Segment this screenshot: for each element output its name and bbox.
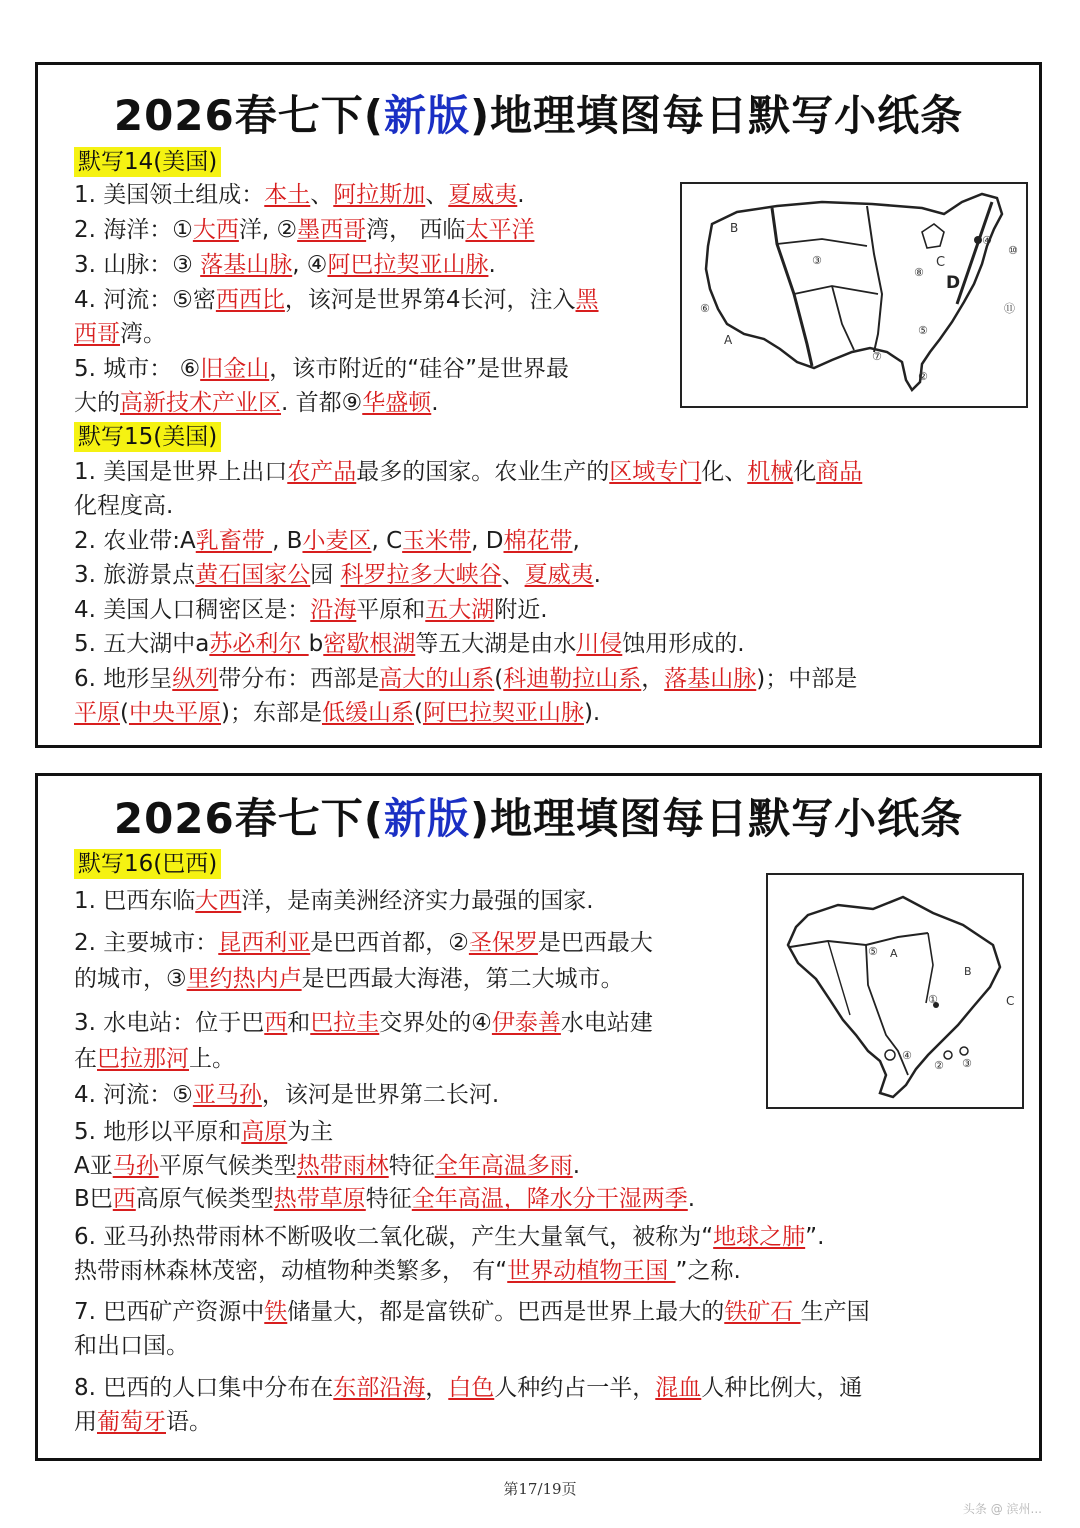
plain-text: b [308,631,324,657]
answer-text: 苏必利尔 [209,631,309,657]
answer-text: 玉米带 [402,528,472,554]
plain-text: . [572,1153,581,1179]
answer-text: 阿巴拉契亚山脉 [327,252,489,278]
plain-text: 4. 河流：⑤密 [74,287,216,313]
answer-text: 低缓山系 [321,700,414,726]
plain-text: 带分布：西部是 [218,666,380,692]
card-dictation-brazil [35,773,1042,1461]
text-line [74,319,166,349]
page-number: 第17/19页 [503,1480,577,1498]
text-line [74,526,580,556]
answer-text: 黑 [575,287,599,313]
plain-text: 用 [74,1409,97,1435]
plain-text: 特征 [388,1153,435,1179]
answer-text: 圣保罗 [468,930,538,956]
plain-text: 4. 美国人口稠密区是： [74,597,311,623]
plain-text: ”之称. [675,1258,741,1284]
answer-text: 高原 [241,1119,288,1145]
plain-text: ，该河是世界第二长河. [261,1082,500,1108]
plain-text: 化 [793,459,817,485]
plain-text: ( [494,666,504,692]
plain-text: 4. 河流：⑤ [74,1082,193,1108]
text-line [74,698,600,728]
plain-text: . [517,182,525,208]
plain-text: 是巴西最大海港，第二大城市。 [301,966,624,992]
plain-text: 7. 巴西矿产资源中 [74,1299,265,1325]
plain-text: )；东部是 [220,700,322,726]
answer-text: 昆西利亚 [218,930,311,956]
answer-text: 科迪勒拉山系 [503,666,642,692]
map-label: ③ [812,254,822,267]
plain-text: 人种约占一半， [494,1375,656,1401]
plain-text: 化程度高. [74,493,174,519]
card-dictation-usa [35,62,1042,748]
answer-text: 伊泰善 [491,1010,561,1036]
answer-text: 棉花带 [503,528,573,554]
answer-text: 夏威夷 [448,182,518,208]
plain-text: 1. 美国领土组成： [74,182,265,208]
answer-text: 世界动植物王国 [507,1258,676,1284]
map-label: D [946,273,961,293]
answer-text: 墨西哥 [297,217,367,243]
plain-text: ( [413,700,423,726]
answer-text: 西 [264,1010,288,1036]
plain-text: 为主 [287,1119,334,1145]
plain-text: 、 [425,182,449,208]
plain-text: 2. 主要城市： [74,930,219,956]
plain-text: 2. 海洋：① [74,217,193,243]
answer-text: 科罗拉多大峡谷 [340,562,502,588]
plain-text: . [593,562,601,588]
map-label: B [964,965,972,978]
answer-text: 里约热内卢 [186,966,302,992]
map-label: ⑪ [1004,302,1015,315]
plain-text: , C [371,528,403,554]
answer-text: 密歇根湖 [323,631,416,657]
answer-text: 沿海 [310,597,357,623]
plain-text: 大的 [74,390,120,416]
plain-text: ，该市附近的“硅谷”是世界最 [269,356,570,382]
plain-text: , ④ [292,252,328,278]
map-label: ② [918,370,928,383]
answer-text: 华盛顿 [362,390,432,416]
plain-text: . [431,390,439,416]
text-line [74,1331,189,1361]
answer-text: 巴拉圭 [310,1010,380,1036]
text-line [74,250,496,280]
answer-text: 中央平原 [128,700,221,726]
answer-text: 落基山脉 [664,666,757,692]
plain-text: 、 [310,182,334,208]
plain-text: 是巴西首都，② [310,930,469,956]
answer-text: 农产品 [287,459,357,485]
plain-text: 水电站建 [560,1010,653,1036]
text-line [74,964,624,994]
plain-text: . [687,1186,696,1212]
map-label: ① [928,993,938,1006]
plain-text: B巴 [74,1186,113,1212]
answer-text: 地球之肺 [713,1224,806,1250]
answer-text: 高大的山系 [379,666,495,692]
card-title: 2026春七下(新版)地理填图每日默写小纸条 [113,91,964,140]
map-label: ⑦ [872,350,882,363]
plain-text: 语。 [166,1409,212,1435]
answer-text: 太平洋 [465,217,535,243]
text-line [74,215,534,245]
plain-text: 交界处的④ [379,1010,492,1036]
map-label: ② [934,1059,944,1072]
plain-text: 、 [501,562,525,588]
text-line [74,1222,824,1252]
answer-text: 商品 [816,459,863,485]
plain-text: 等五大湖是由水 [415,631,577,657]
text-line [74,1297,870,1327]
answer-text: 大西 [192,217,239,243]
answer-text: 铁 [264,1299,288,1325]
text-line [74,1080,499,1110]
map-label: A [890,947,898,960]
answer-text: 五大湖 [425,597,495,623]
section-heading: 默写15(美国) [74,422,221,452]
map-label: ⑤ [918,324,928,337]
plain-text: 1. 美国是世界上出口 [74,459,288,485]
answer-text: 西哥 [74,321,120,347]
answer-text: 阿拉斯加 [333,182,426,208]
text-line [74,886,594,916]
answer-text: 西 [112,1186,136,1212]
text-line [74,1044,235,1074]
answer-text: 白色 [448,1375,495,1401]
text-line [74,354,569,384]
answer-text: 东部沿海 [333,1375,426,1401]
answer-text: 混血 [655,1375,702,1401]
text-line [74,928,653,958]
plain-text: 5. 城市： ⑥ [74,356,201,382]
answer-text: 川侵 [576,631,623,657]
answer-text: 亚马孙 [192,1082,262,1108]
map-label: ④ [902,1049,912,1062]
answer-text: 铁矿石 [724,1299,801,1325]
answer-text: 本土 [264,182,311,208]
text-line [74,285,599,315]
plain-text: 8. 巴西的人口集中分布在 [74,1375,334,1401]
map-label: ⑩ [1008,244,1018,257]
answer-text: 夏威夷 [524,562,594,588]
text-line [74,1151,580,1181]
text-line [74,595,548,625]
plain-text: , B [272,528,303,554]
answer-text: 旧金山 [200,356,270,382]
plain-text: 上。 [189,1046,235,1072]
plain-text: 最多的国家。农业生产的 [356,459,610,485]
answer-text: 纵列 [172,666,219,692]
plain-text: 特征 [365,1186,412,1212]
text-line [74,1407,212,1437]
section-heading: 默写16(巴西) [74,849,221,879]
plain-text: ( [120,700,129,726]
watermark: 头条 @ 滨州... [962,1502,1042,1516]
text-line [74,457,862,487]
answer-text: 大西 [195,888,242,914]
plain-text: . [488,252,496,278]
plain-text: ，该河是世界第4长河，注入 [284,287,576,313]
plain-text: ”. [805,1224,825,1250]
answer-text: 平原 [74,700,120,726]
plain-text: ， [425,1375,449,1401]
answer-text: 小麦区 [302,528,372,554]
plain-text: 热带雨林森林茂密，动植物种类繁多， 有“ [74,1258,508,1284]
plain-text: 3. 旅游景点 [74,562,196,588]
plain-text: 湾。 [120,321,166,347]
plain-text: 1. 巴西东临 [74,888,196,914]
text-line [74,180,525,210]
plain-text: 平原和 [356,597,426,623]
answer-text: 全年高温多雨 [434,1153,573,1179]
map-label: A [724,333,733,347]
plain-text: 在 [74,1046,97,1072]
map-label: B [730,221,739,235]
map-label: ⑤ [868,945,878,958]
plain-text: )；中部是 [756,666,858,692]
plain-text: 附近. [494,597,548,623]
answer-text: 马孙 [112,1153,159,1179]
map-label: ⑥ [700,302,710,315]
plain-text: 化、 [701,459,748,485]
plain-text: 6. 地形呈 [74,666,173,692]
plain-text: 洋，是南美洲经济实力最强的国家. [241,888,594,914]
text-line [74,1008,653,1038]
answer-text: 黄石国家公 [195,562,311,588]
plain-text: 5. 地形以平原和 [74,1119,242,1145]
plain-text: , D [471,528,504,554]
plain-text: 生产国 [800,1299,870,1325]
answer-text: 葡萄牙 [97,1409,166,1435]
plain-text: 洋, ② [238,217,298,243]
answer-text: 机械 [747,459,794,485]
plain-text: 园 [310,562,341,588]
plain-text: 2. 农业带:A [74,528,196,554]
answer-text: 热带草原 [273,1186,366,1212]
answer-text: 落基山脉 [200,252,293,278]
text-line [74,560,601,590]
card-title: 2026春七下(新版)地理填图每日默写小纸条 [113,794,964,843]
map-label: C [936,255,946,270]
answer-text: 高新技术产业区 [120,390,281,416]
answer-text: 西西比 [215,287,285,313]
text-line [74,629,745,659]
text-line [74,388,439,418]
plain-text: 是巴西最大 [537,930,653,956]
text-line [74,1373,862,1403]
plain-text: 3. 山脉：③ [74,252,201,278]
answer-text: 区域专门 [609,459,702,485]
text-line [74,1184,695,1214]
answer-text: 阿巴拉契亚山脉 [422,700,584,726]
text-line [74,1256,741,1286]
plain-text: 平原气候类型 [158,1153,297,1179]
map-label: ④ [982,234,992,247]
plain-text: 储量大，都是富铁矿。巴西是世界上最大的 [287,1299,725,1325]
answer-text: 巴拉那河 [97,1046,189,1072]
text-line [74,664,857,694]
plain-text: 高原气候类型 [135,1186,274,1212]
text-line [74,491,173,521]
plain-text: 湾， 西临 [366,217,466,243]
answer-text: 乳畜带 [195,528,273,554]
plain-text: 蚀用形成的. [622,631,745,657]
plain-text: ， [641,666,665,692]
plain-text: 5. 五大湖中a [74,631,210,657]
map-label: ③ [962,1057,972,1070]
answer-text: 全年高温，降水分干湿两季 [411,1186,688,1212]
plain-text: 和出口国。 [74,1333,189,1359]
plain-text: A亚 [74,1153,113,1179]
plain-text: ). [583,700,601,726]
answer-text: 热带雨林 [296,1153,389,1179]
map-label: ⑧ [914,266,924,279]
brazil-outline-map-icon [766,873,1024,1109]
plain-text: 的城市，③ [74,966,187,992]
usa-outline-map-icon [680,182,1028,408]
plain-text: 3. 水电站：位于巴 [74,1010,265,1036]
text-line [74,1117,333,1147]
section-heading: 默写14(美国) [74,147,221,177]
plain-text: . 首都⑨ [281,390,363,416]
plain-text: 人种比例大，通 [701,1375,863,1401]
plain-text: 6. 亚马孙热带雨林不断吸收二氧化碳，产生大量氧气，被称为“ [74,1224,714,1250]
plain-text: , [572,528,580,554]
plain-text: 和 [287,1010,311,1036]
map-label: C [1006,994,1015,1008]
